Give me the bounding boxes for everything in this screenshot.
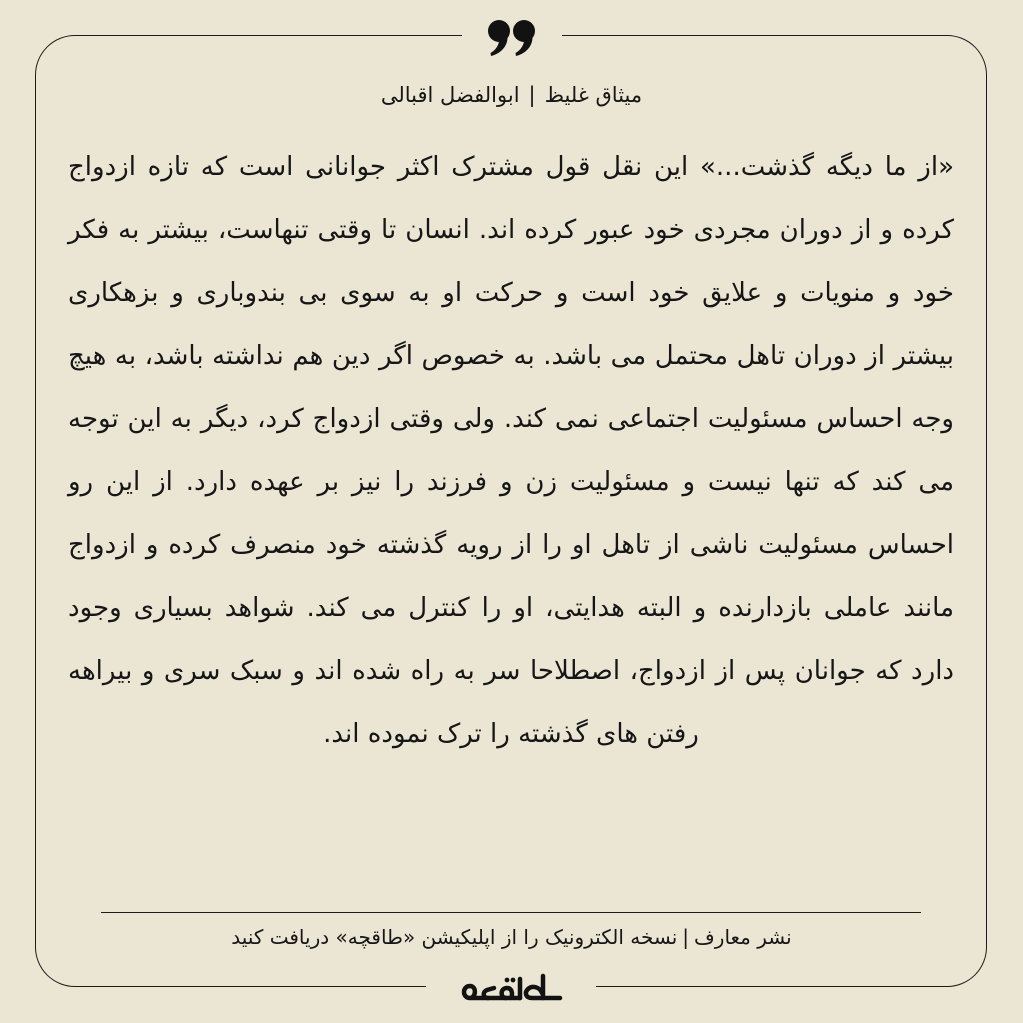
taaghche-logo-icon bbox=[456, 971, 566, 1005]
brand-logo bbox=[426, 966, 596, 1010]
download-note: نسخه الکترونیک را از اپلیکیشن «طاقچه» دریافت کنید bbox=[231, 925, 678, 949]
book-author: ابوالفضل اقبالی bbox=[380, 83, 520, 107]
quote-icon bbox=[487, 18, 537, 58]
footer-divider bbox=[101, 912, 921, 913]
book-header bbox=[60, 78, 963, 112]
header-separator: | bbox=[528, 83, 536, 107]
publisher-name: نشر معارف bbox=[694, 925, 792, 949]
footer-separator: | bbox=[682, 925, 690, 949]
quote-mark bbox=[462, 16, 562, 60]
footer-line bbox=[60, 920, 963, 954]
quote-body: «از ما دیگه گذشت...» این نقل قول مشترک اکثر جوانانی است که تازه ازدواج کرده و از دوران مجردی خود عبور کرده اند. انسان تا وقتی تنهاست، بیشتر به فکر خود و منویات و علایق خود است و حرکت او به سوی بی بندوباری و بزهکاری بیشتر از دوران تاهل محتمل می باشد. به خصوص اگر دین هم نداشته باشد، به هیچ وجه احساس مسئولیت اجتماعی نمی کند. ولی وقتی ازدواج کرد، دیگر به این توجه می کند که تنها نیست و مسئولیت زن و فرزند را نیز بر عهده دارد. از این رو احساس مسئولیت ناشی از تاهل او را از رویه گذشته خود منصرف کرده و ازدواج مانند عاملی بازدارنده و البته هدایتی، او را کنترل می کند. شواهد بسیاری وجود دارد که جوانان پس از ازدواج، اصطلاحا سر به راه شده اند و سبک سری و بیراهه رفتن های گذشته را ترک نموده اند. bbox=[68, 152, 954, 749]
book-title: میثاق غلیظ bbox=[544, 83, 643, 107]
